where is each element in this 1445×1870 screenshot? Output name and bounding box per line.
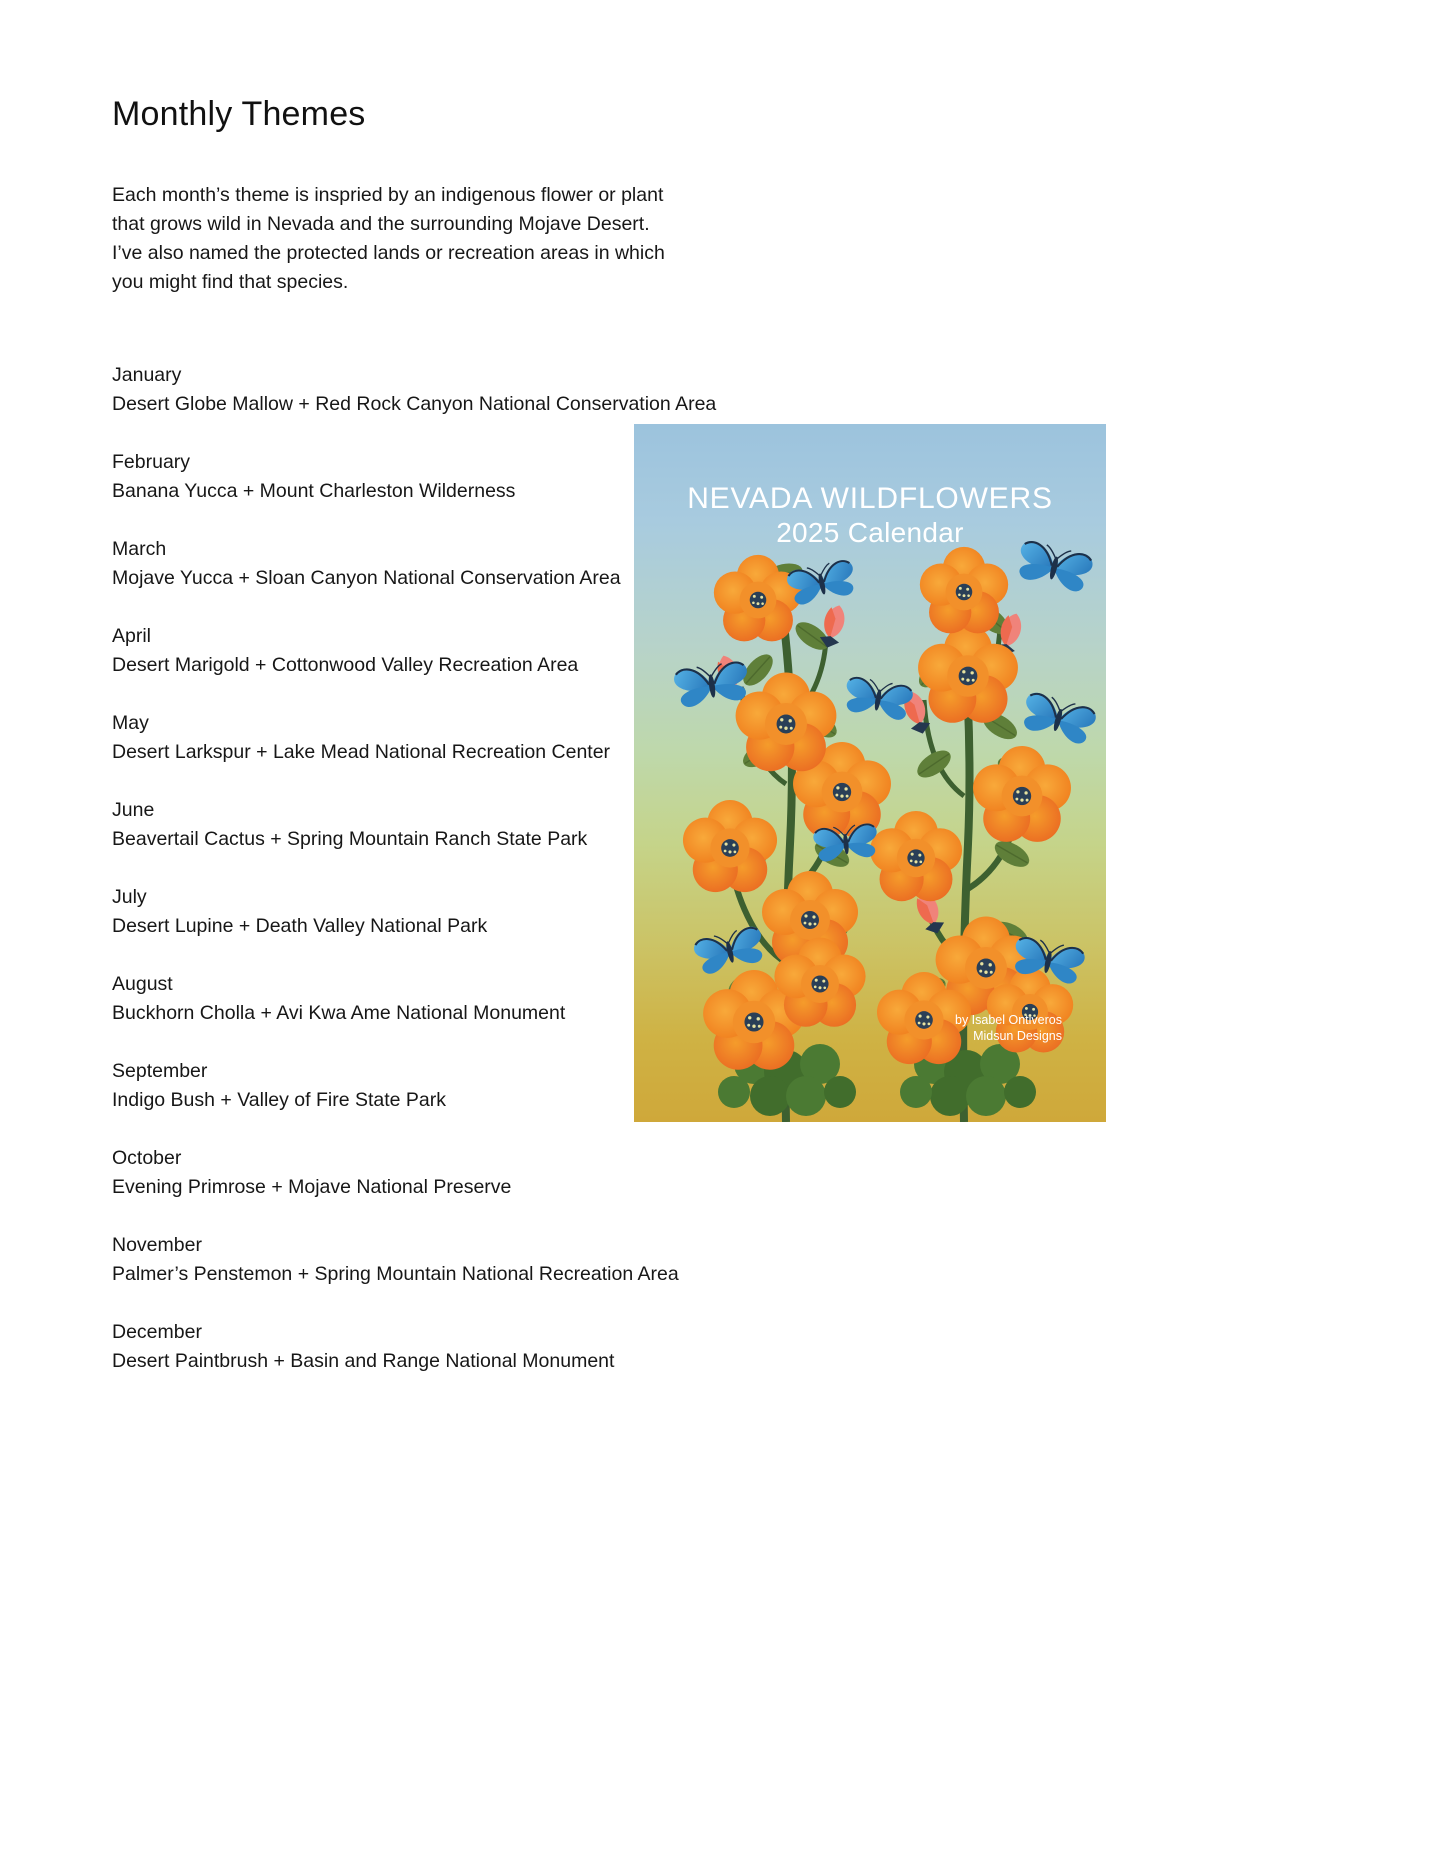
month-description: Desert Larkspur + Lake Mead National Recreation Center bbox=[112, 741, 611, 764]
month-description: Palmer’s Penstemon + Spring Mountain National Recreation Area bbox=[112, 1263, 679, 1286]
month-description: Mojave Yucca + Sloan Canyon National Conservation Area bbox=[112, 567, 621, 590]
cover-title-line1: NEVADA WILDFLOWERS bbox=[687, 482, 1053, 515]
calendar-cover-image bbox=[634, 424, 1106, 1122]
month-name: April bbox=[112, 625, 152, 648]
month-description: Banana Yucca + Mount Charleston Wilderness bbox=[112, 480, 516, 503]
intro-line-3: I’ve also named the protected lands or recreation areas in which bbox=[112, 242, 665, 265]
month-name: January bbox=[112, 364, 182, 387]
month-name: March bbox=[112, 538, 167, 561]
month-name: July bbox=[112, 886, 147, 909]
month-description: Indigo Bush + Valley of Fire State Park bbox=[112, 1089, 447, 1112]
month-entry bbox=[112, 361, 832, 419]
intro-line-4: you might find that species. bbox=[112, 271, 349, 294]
month-name: August bbox=[112, 973, 173, 996]
month-description: Desert Globe Mallow + Red Rock Canyon National Conservation Area bbox=[112, 393, 717, 416]
cover-credit-studio: Midsun Designs bbox=[973, 1029, 1062, 1043]
month-description: Desert Marigold + Cottonwood Valley Recreation Area bbox=[112, 654, 579, 677]
month-name: November bbox=[112, 1234, 202, 1257]
intro-line-1: Each month’s theme is inspried by an indigenous flower or plant bbox=[112, 184, 664, 207]
month-description: Desert Paintbrush + Basin and Range National Monument bbox=[112, 1350, 615, 1373]
month-entry bbox=[112, 1318, 832, 1376]
month-name: September bbox=[112, 1060, 208, 1083]
month-entry bbox=[112, 1231, 832, 1289]
month-description: Buckhorn Cholla + Avi Kwa Ame National Monument bbox=[112, 1002, 566, 1025]
month-description: Beavertail Cactus + Spring Mountain Ranch State Park bbox=[112, 828, 588, 851]
intro-paragraph bbox=[112, 181, 832, 297]
cover-credit bbox=[955, 1012, 1062, 1044]
month-name: December bbox=[112, 1321, 202, 1344]
intro-line-2: that grows wild in Nevada and the surrounding Mojave Desert. bbox=[112, 213, 650, 236]
cover-title-line2: 2025 Calendar bbox=[776, 517, 964, 548]
month-description: Evening Primrose + Mojave National Preserve bbox=[112, 1176, 512, 1199]
month-entry bbox=[112, 1144, 832, 1202]
month-name: May bbox=[112, 712, 149, 735]
month-name: February bbox=[112, 451, 191, 474]
month-description: Desert Lupine + Death Valley National Park bbox=[112, 915, 488, 938]
month-name: October bbox=[112, 1147, 182, 1170]
page-title: Monthly Themes bbox=[112, 95, 366, 133]
month-name: June bbox=[112, 799, 155, 822]
cover-credit-author: by Isabel Ontiveros bbox=[955, 1013, 1062, 1027]
